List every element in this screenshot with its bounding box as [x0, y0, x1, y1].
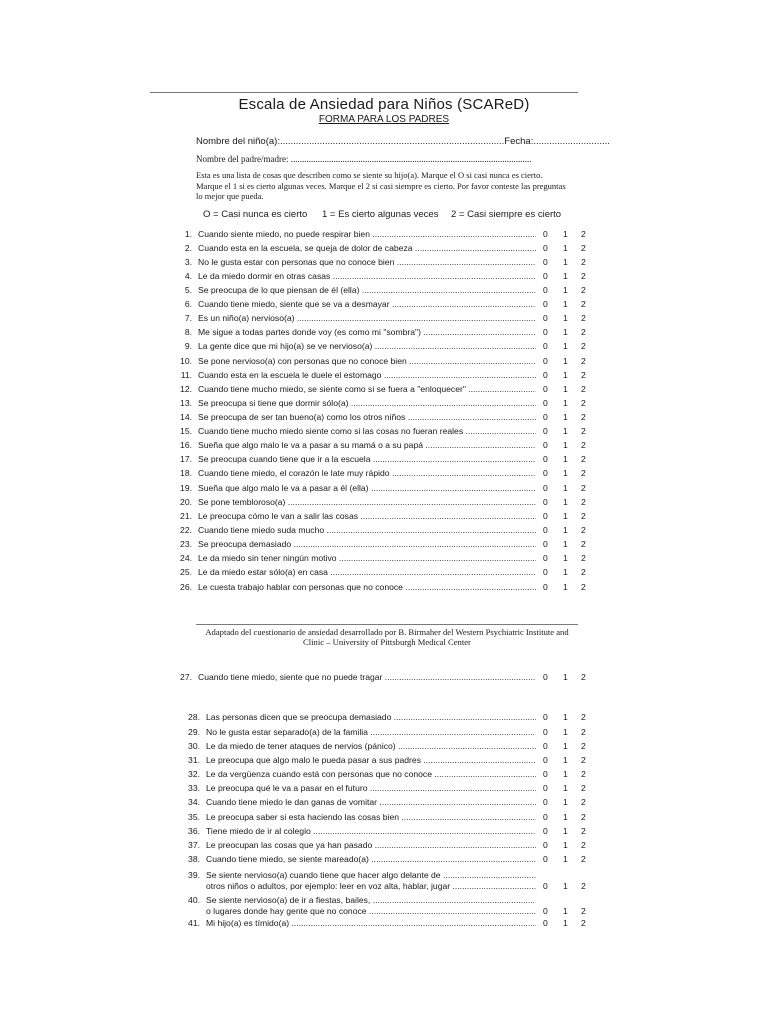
question-text: Se preocupa demasiado ..... — [198, 539, 536, 549]
question-number: 2. — [184, 243, 192, 253]
question-row — [170, 525, 600, 537]
answer-option-2[interactable]: 2 — [581, 567, 586, 577]
answer-option-1[interactable]: 1 — [563, 356, 568, 366]
question-text: Le da miedo de tener ataques de nervios (pánico) ..... — [206, 741, 536, 751]
answer-option-2[interactable]: 2 — [581, 454, 586, 464]
question-row — [170, 468, 600, 480]
answer-option-2[interactable]: 2 — [581, 299, 586, 309]
question-text: No le gusta estar separado(a) de la familia ..... — [206, 727, 536, 737]
question-text: Se siente nervioso(a) cuando tiene que hacer algo delante de ..... — [206, 870, 536, 880]
answer-option-1[interactable]: 1 — [563, 497, 568, 507]
answer-option-2[interactable]: 2 — [581, 356, 586, 366]
answer-option-1[interactable]: 1 — [563, 257, 568, 267]
scale-option-0: O = Casi nunca es cierto — [203, 209, 308, 220]
answer-option-0[interactable]: 0 — [543, 412, 548, 422]
question-number: 7. — [184, 313, 192, 323]
question-number: 32. — [188, 769, 200, 779]
answer-option-1[interactable]: 1 — [563, 370, 568, 380]
answer-option-2[interactable]: 2 — [581, 553, 586, 563]
question-number: 22. — [180, 525, 192, 535]
instructions-text: Esta es una lista de cosas que describen como se siente su hijo(a). Marque el O si casi nunca es cierto. Marque el 1 si es cierto algunas veces. Marque el 2 si casi siempre es cierto. Por favor conteste las preguntas lo mejor que pueda. — [196, 170, 566, 201]
question-row — [170, 582, 600, 594]
form-subtitle: FORMA PARA LOS PADRES — [318, 114, 450, 125]
question-number: 27. — [180, 672, 192, 682]
answer-option-1[interactable]: 1 — [563, 539, 568, 549]
answer-option-1[interactable]: 1 — [563, 313, 568, 323]
question-text: Se pone tembloroso(a) ..... — [198, 497, 536, 507]
answer-option-0[interactable]: 0 — [543, 755, 548, 765]
answer-option-2[interactable]: 2 — [581, 906, 586, 916]
question-text: No le gusta estar con personas que no conoce bien ..... — [198, 257, 536, 267]
answer-option-1[interactable]: 1 — [563, 525, 568, 535]
answer-option-2[interactable]: 2 — [581, 426, 586, 436]
answer-option-1[interactable]: 1 — [563, 440, 568, 450]
answer-option-0[interactable]: 0 — [543, 826, 548, 836]
answer-option-1[interactable]: 1 — [563, 412, 568, 422]
question-text: Cuando tiene miedo, siente que se va a desmayar ..... — [198, 299, 536, 309]
answer-option-1[interactable]: 1 — [563, 553, 568, 563]
question-row — [170, 895, 600, 916]
answer-option-2[interactable]: 2 — [581, 741, 586, 751]
answer-option-0[interactable]: 0 — [543, 497, 548, 507]
answer-option-2[interactable]: 2 — [581, 229, 586, 239]
question-text: Es un niño(a) nervioso(a) ..... — [198, 313, 536, 323]
scale-option-2: 2 = Casi siempre es cierto — [451, 209, 562, 220]
question-number: 14. — [180, 412, 192, 422]
answer-option-0[interactable]: 0 — [543, 582, 548, 592]
answer-option-0[interactable]: 0 — [543, 567, 548, 577]
question-text: Cuando tiene miedo, se siente mareado(a) ..... — [206, 854, 536, 864]
question-row — [170, 712, 600, 724]
answer-option-2[interactable]: 2 — [581, 672, 586, 682]
question-number: 20. — [180, 497, 192, 507]
answer-option-0[interactable]: 0 — [543, 525, 548, 535]
answer-option-1[interactable]: 1 — [563, 271, 568, 281]
answer-option-1[interactable]: 1 — [563, 826, 568, 836]
answer-option-1[interactable]: 1 — [563, 881, 568, 891]
answer-option-0[interactable]: 0 — [543, 454, 548, 464]
question-number: 12. — [180, 384, 192, 394]
answer-option-0[interactable]: 0 — [543, 727, 548, 737]
question-text: Se preocupa de lo que piensan de él (ella) ..... — [198, 285, 536, 295]
answer-option-2[interactable]: 2 — [581, 525, 586, 535]
answer-option-1[interactable]: 1 — [563, 672, 568, 682]
question-number: 35. — [188, 812, 200, 822]
answer-option-0[interactable]: 0 — [543, 840, 548, 850]
question-text: Tiene miedo de ir al colegio ..... — [206, 826, 536, 836]
question-row — [170, 539, 600, 551]
question-number: 17. — [180, 454, 192, 464]
answer-option-2[interactable]: 2 — [581, 812, 586, 822]
answer-option-0[interactable]: 0 — [543, 398, 548, 408]
answer-option-0[interactable]: 0 — [543, 257, 548, 267]
question-text: Se preocupa de ser tan bueno(a) como los otros niños ..... — [198, 412, 536, 422]
answer-option-2[interactable]: 2 — [581, 243, 586, 253]
question-row — [170, 727, 600, 739]
answer-option-2[interactable]: 2 — [581, 840, 586, 850]
question-row — [170, 370, 600, 382]
question-number: 18. — [180, 468, 192, 478]
answer-option-1[interactable]: 1 — [563, 398, 568, 408]
answer-option-0[interactable]: 0 — [543, 370, 548, 380]
question-row — [170, 812, 600, 824]
top-divider — [150, 92, 578, 93]
answer-option-1[interactable]: 1 — [563, 243, 568, 253]
question-row — [170, 511, 600, 523]
question-row — [170, 243, 600, 255]
question-text: Cuando tiene mucho miedo siente como si las cosas no fueran reales ..... — [198, 426, 536, 436]
answer-option-1[interactable]: 1 — [563, 741, 568, 751]
question-text: Cuando esta en la escuela le duele el estomago ..... — [198, 370, 536, 380]
question-number: 19. — [180, 483, 192, 493]
answer-option-2[interactable]: 2 — [581, 712, 586, 722]
answer-option-1[interactable]: 1 — [563, 341, 568, 351]
answer-option-2[interactable]: 2 — [581, 783, 586, 793]
question-row — [170, 229, 600, 241]
answer-option-0[interactable]: 0 — [543, 426, 548, 436]
question-text: Cuando siente miedo, no puede respirar bien ..... — [198, 229, 536, 239]
question-number: 5. — [184, 285, 192, 295]
question-row — [170, 483, 600, 495]
answer-option-0[interactable]: 0 — [543, 384, 548, 394]
question-number: 28. — [188, 712, 200, 722]
question-number: 10. — [180, 356, 192, 366]
question-row — [170, 299, 600, 311]
question-text-continued: otros niños o adultos, por ejemplo: leer en voz alta, hablar, jugar ..... — [206, 881, 536, 891]
answer-option-2[interactable]: 2 — [581, 257, 586, 267]
answer-option-1[interactable]: 1 — [563, 483, 568, 493]
answer-option-1[interactable]: 1 — [563, 299, 568, 309]
answer-option-1[interactable]: 1 — [563, 327, 568, 337]
question-text: Se preocupa si tiene que dormir sólo(a) ..... — [198, 398, 536, 408]
question-number: 38. — [188, 854, 200, 864]
answer-option-0[interactable]: 0 — [543, 483, 548, 493]
answer-option-0[interactable]: 0 — [543, 906, 548, 916]
question-text: Le da vergüenza cuando está con personas que no conoce ..... — [206, 769, 536, 779]
answer-option-0[interactable]: 0 — [543, 854, 548, 864]
question-text: Le preocupa cómo le van a salir las cosas ..... — [198, 511, 536, 521]
question-text: Cuando tiene miedo le dan ganas de vomitar ..... — [206, 797, 536, 807]
answer-option-1[interactable]: 1 — [563, 769, 568, 779]
question-number: 1. — [184, 229, 192, 239]
question-row — [170, 313, 600, 325]
answer-option-1[interactable]: 1 — [563, 426, 568, 436]
question-number: 37. — [188, 840, 200, 850]
question-number: 21. — [180, 511, 192, 521]
answer-option-0[interactable]: 0 — [543, 918, 548, 928]
answer-option-2[interactable]: 2 — [581, 327, 586, 337]
question-row — [170, 755, 600, 767]
answer-option-0[interactable]: 0 — [543, 299, 548, 309]
answer-option-2[interactable]: 2 — [581, 918, 586, 928]
answer-option-1[interactable]: 1 — [563, 918, 568, 928]
answer-option-2[interactable]: 2 — [581, 797, 586, 807]
question-number: 25. — [180, 567, 192, 577]
answer-option-0[interactable]: 0 — [543, 229, 548, 239]
question-number: 11. — [180, 370, 192, 380]
question-text: Cuando tiene miedo suda mucho ..... — [198, 525, 536, 535]
answer-option-0[interactable]: 0 — [543, 741, 548, 751]
answer-option-0[interactable]: 0 — [543, 285, 548, 295]
question-row — [170, 454, 600, 466]
answer-option-1[interactable]: 1 — [563, 454, 568, 464]
question-text-continued: o lugares donde hay gente que no conoce ..... — [206, 906, 536, 916]
answer-option-1[interactable]: 1 — [563, 783, 568, 793]
question-number: 40. — [188, 895, 200, 905]
question-text: Cuando tiene miedo, siente que no puede tragar ..... — [198, 672, 536, 682]
question-number: 6. — [184, 299, 192, 309]
answer-option-0[interactable]: 0 — [543, 468, 548, 478]
answer-option-2[interactable]: 2 — [581, 582, 586, 592]
question-number: 23. — [180, 539, 192, 549]
question-text: Las personas dicen que se preocupa demasiado ..... — [206, 712, 536, 722]
answer-option-0[interactable]: 0 — [543, 783, 548, 793]
answer-option-2[interactable]: 2 — [581, 497, 586, 507]
question-text: Le da miedo sin tener ningún motivo ..... — [198, 553, 536, 563]
answer-option-2[interactable]: 2 — [581, 539, 586, 549]
answer-option-1[interactable]: 1 — [563, 229, 568, 239]
question-row — [170, 398, 600, 410]
question-number: 8. — [184, 327, 192, 337]
question-row — [170, 285, 600, 297]
answer-option-0[interactable]: 0 — [543, 539, 548, 549]
question-row — [170, 918, 600, 930]
answer-option-2[interactable]: 2 — [581, 483, 586, 493]
question-row — [170, 854, 600, 866]
answer-option-2[interactable]: 2 — [581, 341, 586, 351]
question-number: 3. — [184, 257, 192, 267]
answer-option-1[interactable]: 1 — [563, 797, 568, 807]
answer-option-2[interactable]: 2 — [581, 826, 586, 836]
question-text: Le preocupa qué le va a pasar en el futuro ..... — [206, 783, 536, 793]
answer-option-0[interactable]: 0 — [543, 440, 548, 450]
answer-option-1[interactable]: 1 — [563, 727, 568, 737]
question-text: Le da miedo estar sólo(a) en casa ..... — [198, 567, 536, 577]
question-row — [170, 567, 600, 579]
question-text: Le preocupa que algo malo le pueda pasar a sus padres ..... — [206, 755, 536, 765]
parent-name-field[interactable]: Nombre del padre/madre: ........................................................................................................... — [196, 154, 532, 164]
answer-option-0[interactable]: 0 — [543, 341, 548, 351]
question-row — [170, 327, 600, 339]
question-text: Cuando tiene miedo, el corazón le late muy rápido ..... — [198, 468, 536, 478]
answer-option-2[interactable]: 2 — [581, 881, 586, 891]
question-row — [170, 553, 600, 565]
question-number: 4. — [184, 271, 192, 281]
question-number: 33. — [188, 783, 200, 793]
question-row — [170, 797, 600, 809]
answer-option-2[interactable]: 2 — [581, 755, 586, 765]
question-row — [170, 412, 600, 424]
answer-option-1[interactable]: 1 — [563, 755, 568, 765]
answer-option-0[interactable]: 0 — [543, 812, 548, 822]
question-row — [170, 341, 600, 353]
page-title: Escala de Ansiedad para Niños (SCAReD) — [238, 96, 530, 113]
answer-option-2[interactable]: 2 — [581, 727, 586, 737]
question-number: 30. — [188, 741, 200, 751]
question-row — [170, 783, 600, 795]
answer-option-1[interactable]: 1 — [563, 840, 568, 850]
answer-option-1[interactable]: 1 — [563, 906, 568, 916]
footer-divider — [196, 624, 578, 625]
question-row — [170, 426, 600, 438]
answer-option-2[interactable]: 2 — [581, 854, 586, 864]
scale-option-1: 1 = Es cierto algunas veces — [322, 209, 439, 220]
answer-option-0[interactable]: 0 — [543, 881, 548, 891]
question-text: Le preocupa saber si esta haciendo las cosas bien ..... — [206, 812, 536, 822]
question-number: 39. — [188, 870, 200, 880]
answer-option-1[interactable]: 1 — [563, 567, 568, 577]
answer-option-2[interactable]: 2 — [581, 468, 586, 478]
question-text: Le cuesta trabajo hablar con personas que no conoce ..... — [198, 582, 536, 592]
question-number: 29. — [188, 727, 200, 737]
answer-option-0[interactable]: 0 — [543, 356, 548, 366]
answer-option-2[interactable]: 2 — [581, 285, 586, 295]
answer-option-0[interactable]: 0 — [543, 243, 548, 253]
question-row — [170, 497, 600, 509]
question-row — [170, 741, 600, 753]
answer-option-0[interactable]: 0 — [543, 769, 548, 779]
answer-option-1[interactable]: 1 — [563, 854, 568, 864]
question-text: Sueña que algo malo le va a pasar a su mamá o a su papá ..... — [198, 440, 536, 450]
answer-option-2[interactable]: 2 — [581, 271, 586, 281]
question-text: Se siente nervioso(a) de ir a fiestas, bailes, ..... — [206, 895, 536, 905]
answer-option-0[interactable]: 0 — [543, 327, 548, 337]
question-number: 26. — [180, 582, 192, 592]
answer-option-0[interactable]: 0 — [543, 712, 548, 722]
question-row — [170, 840, 600, 852]
answer-option-0[interactable]: 0 — [543, 271, 548, 281]
question-number: 41. — [188, 918, 200, 928]
question-number: 13. — [180, 398, 192, 408]
attribution-footer: Adaptado del cuestionario de ansiedad desarrollado por B. Birmaher del Western Psychiatric Institute and Clinic – University of Pittsburgh Medical Center — [205, 627, 569, 647]
answer-option-2[interactable]: 2 — [581, 370, 586, 380]
child-name-field[interactable]: Nombre del niño(a):.....................................................................................Fecha:............................. — [196, 136, 610, 147]
answer-option-1[interactable]: 1 — [563, 285, 568, 295]
answer-option-0[interactable]: 0 — [543, 797, 548, 807]
question-text: Cuando esta en la escuela, se queja de dolor de cabeza ..... — [198, 243, 536, 253]
answer-option-0[interactable]: 0 — [543, 553, 548, 563]
answer-option-2[interactable]: 2 — [581, 769, 586, 779]
answer-option-1[interactable]: 1 — [563, 468, 568, 478]
question-number: 9. — [184, 341, 192, 351]
answer-option-2[interactable]: 2 — [581, 384, 586, 394]
answer-option-0[interactable]: 0 — [543, 672, 548, 682]
question-row — [170, 271, 600, 283]
answer-option-1[interactable]: 1 — [563, 582, 568, 592]
question-text: Sueña que algo malo le va a pasar a él (ella) ..... — [198, 483, 536, 493]
answer-option-2[interactable]: 2 — [581, 412, 586, 422]
answer-option-1[interactable]: 1 — [563, 812, 568, 822]
question-number: 34. — [188, 797, 200, 807]
answer-option-1[interactable]: 1 — [563, 384, 568, 394]
question-text: Me sigue a todas partes donde voy (es como mi "sombra") ..... — [198, 327, 536, 337]
question-text: Le preocupan las cosas que ya han pasado ..... — [206, 840, 536, 850]
answer-option-1[interactable]: 1 — [563, 712, 568, 722]
question-number: 36. — [188, 826, 200, 836]
answer-option-0[interactable]: 0 — [543, 313, 548, 323]
answer-option-1[interactable]: 1 — [563, 511, 568, 521]
answer-option-2[interactable]: 2 — [581, 511, 586, 521]
question-row — [170, 384, 600, 396]
question-row — [170, 440, 600, 452]
question-number: 15. — [180, 426, 192, 436]
question-row — [170, 257, 600, 269]
answer-option-2[interactable]: 2 — [581, 398, 586, 408]
question-row — [170, 870, 600, 891]
question-number: 24. — [180, 553, 192, 563]
question-text: Mi hijo(a) es tímido(a) ..... — [206, 918, 536, 928]
question-row — [170, 356, 600, 368]
question-number: 16. — [180, 440, 192, 450]
question-row — [170, 769, 600, 781]
question-text: Se preocupa cuando tiene que ir a la escuela ..... — [198, 454, 536, 464]
question-text: Se pone nervioso(a) con personas que no conoce bien ..... — [198, 356, 536, 366]
question-text: La gente dice que mi hijo(a) se ve nervioso(a) ..... — [198, 341, 536, 351]
question-text: Cuando tiene mucho miedo, se siente como si se fuera a "enloquecer" ..... — [198, 384, 536, 394]
question-number: 31. — [188, 755, 200, 765]
question-row — [170, 672, 600, 684]
answer-option-2[interactable]: 2 — [581, 440, 586, 450]
answer-option-0[interactable]: 0 — [543, 511, 548, 521]
answer-option-2[interactable]: 2 — [581, 313, 586, 323]
question-row — [170, 826, 600, 838]
question-text: Le da miedo dormir en otras casas ..... — [198, 271, 536, 281]
